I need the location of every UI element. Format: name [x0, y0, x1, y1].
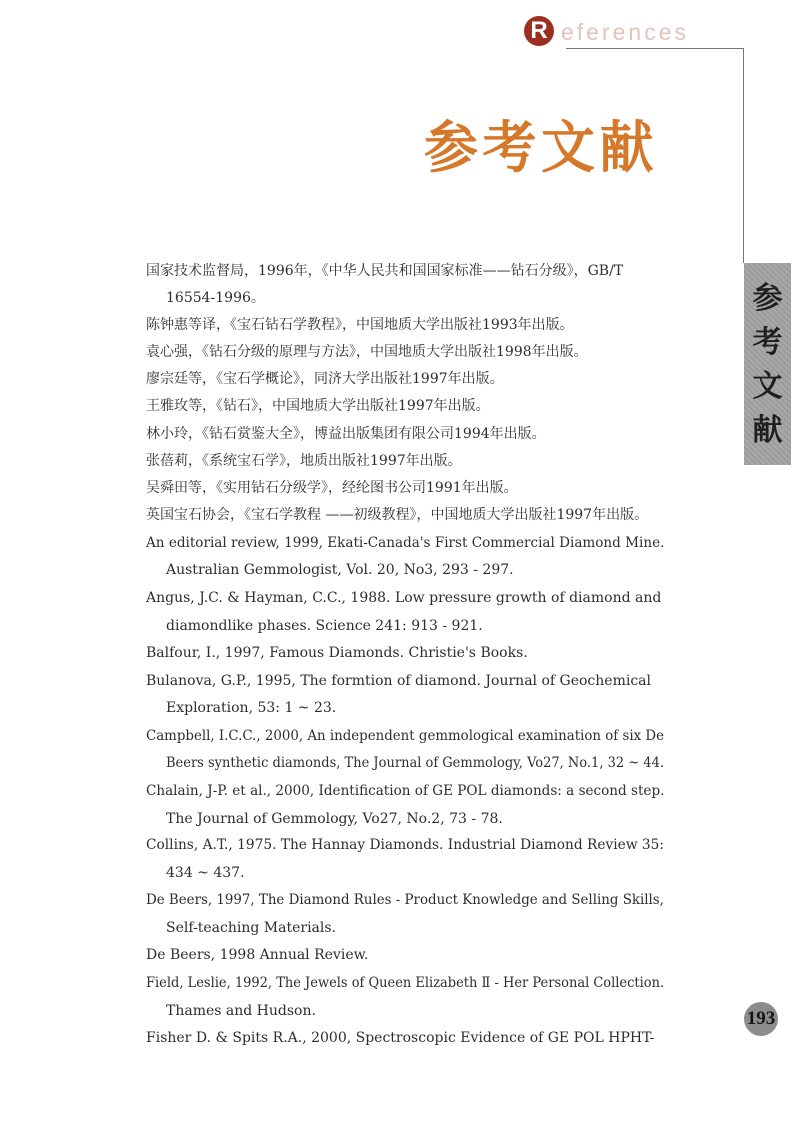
reference-line: Exploration, 53: 1 ~ 23.	[166, 700, 337, 716]
reference-line: Angus, J.C. & Hayman, C.C., 1988. Low pressure growth of diamond and	[146, 590, 662, 606]
reference-line: Beers synthetic diamonds, The Journal of Gemmology, Vo27, No.1, 32 ~ 44.	[166, 755, 664, 771]
reference-line: Campbell, I.C.C., 2000, An independent gemmological examination of six De	[146, 728, 664, 744]
reference-line: 吴舜田等，《实用钻石分级学》，经纶图书公司1991年出版。	[146, 480, 518, 496]
reference-line: 434 ~ 437.	[166, 865, 245, 881]
side-tab-char: 文	[752, 369, 783, 404]
page-title: 参考文献	[424, 115, 659, 181]
reference-line: Australian Gemmologist, Vol. 20, No3, 293 - 297.	[166, 562, 514, 578]
header-word: eferences	[561, 19, 690, 45]
reference-line: 王雅玫等，《钻石》，中国地质大学出版社1997年出版。	[146, 398, 490, 414]
reference-line: 英国宝石协会，《宝石学教程 ——初级教程》，中国地质大学出版社1997年出版。	[146, 507, 649, 523]
reference-line: Field, Leslie, 1992, The Jewels of Queen Elizabeth Ⅱ - Her Personal Collection.	[146, 975, 665, 991]
page-number: 193	[744, 1002, 778, 1036]
reference-line: 张蓓莉，《系统宝石学》，地质出版社1997年出版。	[146, 453, 462, 469]
reference-line: 16554-1996。	[166, 290, 265, 306]
reference-line: Bulanova, G.P., 1995, The formtion of diamond. Journal of Geochemical	[146, 673, 651, 689]
side-tab-char: 考	[752, 325, 783, 360]
reference-line: 陈钟惠等译，《宝石钻石学教程》，中国地质大学出版社1993年出版。	[146, 317, 574, 333]
reference-line: De Beers, 1997, The Diamond Rules - Product Knowledge and Selling Skills,	[146, 892, 664, 908]
side-tab	[744, 263, 791, 465]
reference-line: De Beers, 1998 Annual Review.	[146, 947, 369, 963]
header-rule	[566, 48, 744, 49]
reference-line: 林小玲，《钻石赏鉴大全》，博益出版集团有限公司1994年出版。	[146, 426, 546, 442]
side-tab-char: 参	[752, 281, 783, 316]
side-tab-char: 献	[752, 413, 783, 448]
r-badge-icon: R	[524, 16, 554, 46]
reference-line: Thames and Hudson.	[166, 1003, 316, 1019]
reference-line: Collins, A.T., 1975. The Hannay Diamonds. Industrial Diamond Review 35:	[146, 837, 665, 853]
reference-line: Self-teaching Materials.	[166, 920, 337, 936]
reference-line: 廖宗廷等，《宝石学概论》，同济大学出版社1997年出版。	[146, 371, 504, 387]
reference-line: diamondlike phases. Science 241: 913 - 921.	[166, 618, 483, 634]
reference-line: An editorial review, 1999, Ekati-Canada's First Commercial Diamond Mine.	[146, 535, 665, 551]
reference-line: 袁心强，《钻石分级的原理与方法》，中国地质大学出版社1998年出版。	[146, 344, 588, 360]
reference-line: 国家技术监督局，1996年，《中华人民共和国国家标准——钻石分级》，GB/T	[146, 263, 624, 279]
reference-line: Chalain, J-P. et al., 2000, Identification of GE POL diamonds: a second step.	[146, 783, 665, 799]
reference-line: Fisher D. & Spits R.A., 2000, Spectroscopic Evidence of GE POL HPHT-	[146, 1030, 655, 1046]
margin-rule	[743, 48, 744, 263]
reference-line: Balfour, I., 1997, Famous Diamonds. Christie's Books.	[146, 645, 528, 661]
reference-line: The Journal of Gemmology, Vo27, No.2, 73 - 78.	[166, 811, 503, 827]
